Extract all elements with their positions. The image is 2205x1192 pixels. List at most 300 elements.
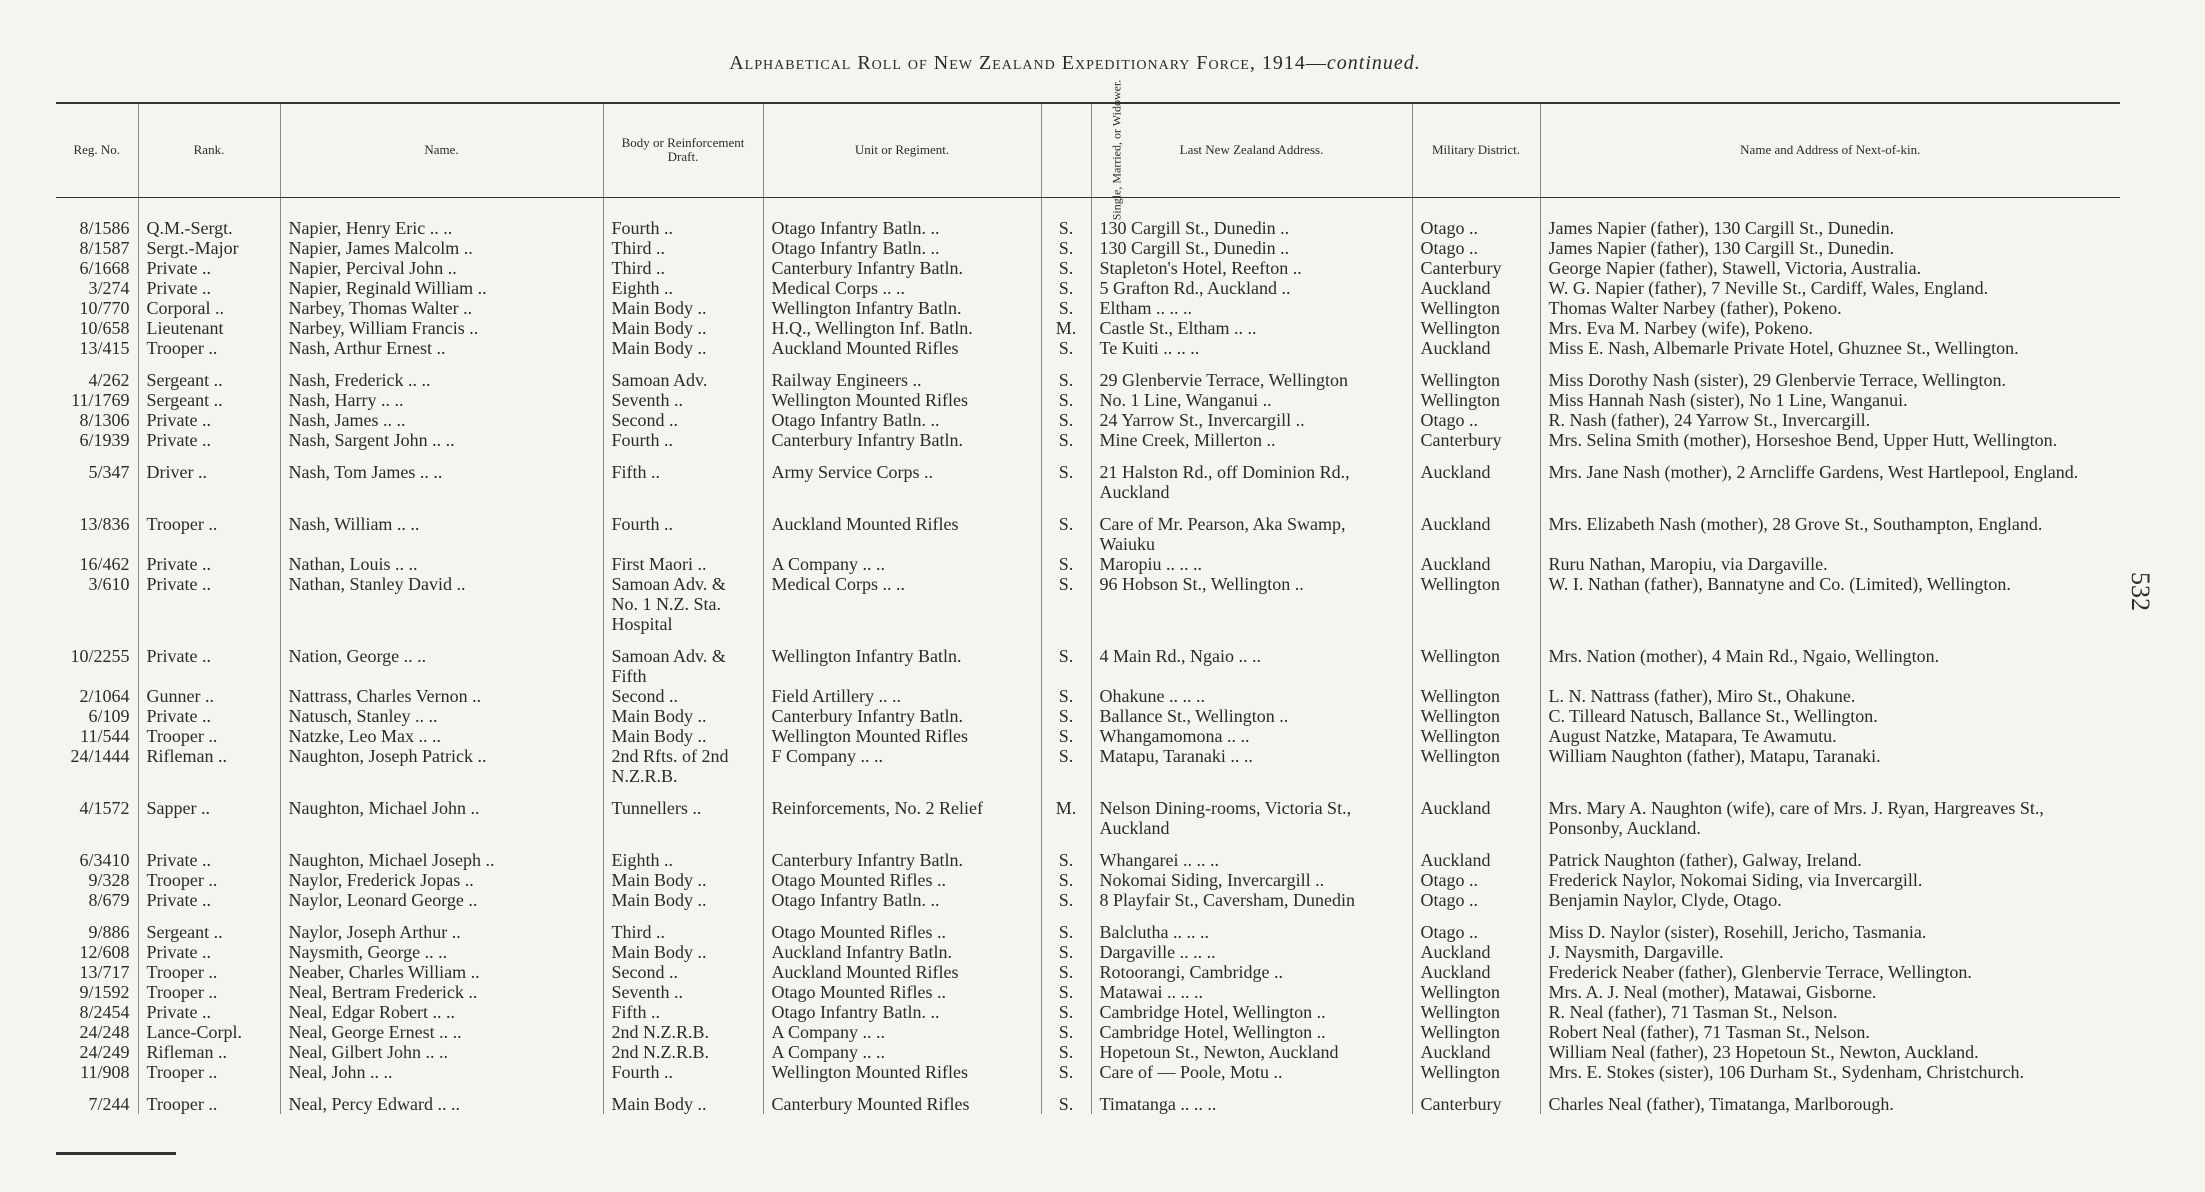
- district-cell: Wellington: [1412, 318, 1540, 338]
- rank-cell: Q.M.-Sergt.: [138, 197, 280, 238]
- page-title-continued: continued.: [1326, 52, 1421, 74]
- table-row: [56, 1042, 2120, 1062]
- address-cell: Eltham .. .. ..: [1091, 298, 1412, 318]
- address-cell: Matapu, Taranaki .. ..: [1091, 746, 1412, 786]
- address-cell: Hopetoun St., Newton, Auckland: [1091, 1042, 1412, 1062]
- name-cell: Napier, James Malcolm ..: [280, 238, 603, 258]
- address-cell: 5 Grafton Rd., Auckland ..: [1091, 278, 1412, 298]
- address-cell: 29 Glenbervie Terrace, Wellington: [1091, 358, 1412, 390]
- table-row: [56, 410, 2120, 430]
- table-row: [56, 870, 2120, 890]
- rank-cell: Private ..: [138, 942, 280, 962]
- kin-cell: Miss E. Nash, Albemarle Private Hotel, Ghuznee St., Wellington.: [1548, 337, 2019, 358]
- reg-no-cell: 24/249: [56, 1042, 138, 1062]
- rank-cell: Lance-Corpl.: [138, 1022, 280, 1042]
- body-cell: Third ..: [603, 910, 763, 942]
- rank-cell: Trooper ..: [138, 1082, 280, 1114]
- unit-cell: Medical Corps .. ..: [763, 574, 1041, 634]
- table-row: [56, 746, 2120, 786]
- unit-cell: Wellington Infantry Batln.: [763, 634, 1041, 686]
- name-cell: Naughton, Michael John ..: [280, 786, 603, 838]
- status-cell: S.: [1041, 890, 1091, 910]
- rank-cell: Sapper ..: [138, 786, 280, 838]
- address-cell: Whangarei .. .. ..: [1091, 838, 1412, 870]
- name-cell: Neal, Edgar Robert .. ..: [280, 1002, 603, 1022]
- roll-body: [56, 197, 2120, 1114]
- unit-cell: Railway Engineers ..: [763, 358, 1041, 390]
- address-cell: 4 Main Rd., Ngaio .. ..: [1091, 634, 1412, 686]
- body-cell: Main Body ..: [603, 942, 763, 962]
- body-cell: Eighth ..: [603, 838, 763, 870]
- table-row: [56, 430, 2120, 450]
- reg-no-cell: 7/244: [56, 1082, 138, 1114]
- status-cell: S.: [1041, 746, 1091, 786]
- address-cell: Whangamomona .. ..: [1091, 726, 1412, 746]
- district-cell: Auckland: [1412, 338, 1540, 358]
- body-cell: Second ..: [603, 962, 763, 982]
- status-cell: S.: [1041, 870, 1091, 890]
- rank-cell: Rifleman ..: [138, 1042, 280, 1062]
- kin-cell: August Natzke, Matapara, Te Awamutu.: [1548, 725, 1837, 746]
- district-cell: Wellington: [1412, 982, 1540, 1002]
- unit-cell: Otago Infantry Batln. ..: [763, 410, 1041, 430]
- rank-cell: Sergeant ..: [138, 358, 280, 390]
- body-cell: First Maori ..: [603, 554, 763, 574]
- table-row: [56, 1022, 2120, 1042]
- name-cell: Nathan, Louis .. ..: [280, 554, 603, 574]
- kin-cell: Thomas Walter Narbey (father), Pokeno.: [1548, 297, 1842, 318]
- unit-cell: H.Q., Wellington Inf. Batln.: [763, 318, 1041, 338]
- address-cell: Ballance St., Wellington ..: [1091, 706, 1412, 726]
- rank-cell: Trooper ..: [138, 338, 280, 358]
- district-cell: Auckland: [1412, 786, 1540, 838]
- name-cell: Naughton, Michael Joseph ..: [280, 838, 603, 870]
- address-cell: 96 Hobson St., Wellington ..: [1091, 574, 1412, 634]
- address-cell: Castle St., Eltham .. ..: [1091, 318, 1412, 338]
- name-cell: Napier, Percival John ..: [280, 258, 603, 278]
- address-cell: Te Kuiti .. .. ..: [1091, 338, 1412, 358]
- status-cell: S.: [1041, 1002, 1091, 1022]
- status-cell: S.: [1041, 838, 1091, 870]
- rank-cell: Trooper ..: [138, 962, 280, 982]
- address-cell: 8 Playfair St., Caversham, Dunedin: [1091, 890, 1412, 910]
- kin-cell: C. Tilleard Natusch, Ballance St., Wellington.: [1548, 705, 1878, 726]
- kin-cell: James Napier (father), 130 Cargill St., Dunedin.: [1548, 237, 1895, 258]
- table-row: [56, 838, 2120, 870]
- body-cell: Third ..: [603, 238, 763, 258]
- body-cell: 2nd N.Z.R.B.: [603, 1022, 763, 1042]
- status-cell: S.: [1041, 338, 1091, 358]
- status-cell: S.: [1041, 197, 1091, 238]
- unit-cell: Reinforcements, No. 2 Relief: [763, 786, 1041, 838]
- rank-cell: Sergeant ..: [138, 910, 280, 942]
- body-cell: Fourth ..: [603, 1062, 763, 1082]
- address-cell: Matawai .. .. ..: [1091, 982, 1412, 1002]
- address-cell: Cambridge Hotel, Wellington ..: [1091, 1002, 1412, 1022]
- unit-cell: A Company .. ..: [763, 554, 1041, 574]
- body-cell: Tunnellers ..: [603, 786, 763, 838]
- status-cell: S.: [1041, 450, 1091, 502]
- reg-no-cell: 24/248: [56, 1022, 138, 1042]
- reg-no-cell: 8/679: [56, 890, 138, 910]
- unit-cell: Otago Infantry Batln. ..: [763, 890, 1041, 910]
- kin-cell: R. Neal (father), 71 Tasman St., Nelson.: [1548, 1001, 1838, 1022]
- table-row: [56, 706, 2120, 726]
- reg-no-cell: 10/770: [56, 298, 138, 318]
- table-row: [56, 726, 2120, 746]
- unit-cell: Canterbury Infantry Batln.: [763, 838, 1041, 870]
- body-cell: Fourth ..: [603, 197, 763, 238]
- district-cell: Auckland: [1412, 942, 1540, 962]
- kin-cell: Mrs. Eva M. Narbey (wife), Pokeno.: [1548, 317, 1813, 338]
- status-cell: S.: [1041, 554, 1091, 574]
- address-cell: 130 Cargill St., Dunedin ..: [1091, 197, 1412, 238]
- district-cell: Auckland: [1412, 838, 1540, 870]
- kin-cell: Miss D. Naylor (sister), Rosehill, Jericho, Tasmania.: [1548, 921, 1927, 942]
- body-cell: Samoan Adv.: [603, 358, 763, 390]
- body-cell: Second ..: [603, 686, 763, 706]
- status-cell: S.: [1041, 1022, 1091, 1042]
- body-cell: Eighth ..: [603, 278, 763, 298]
- header-status: [1041, 79, 1123, 221]
- reg-no-cell: 9/328: [56, 870, 138, 890]
- reg-no-cell: 9/886: [56, 910, 138, 942]
- name-cell: Nash, William .. ..: [280, 502, 603, 554]
- name-cell: Naylor, Leonard George ..: [280, 890, 603, 910]
- kin-cell: Ruru Nathan, Maropiu, via Dargaville.: [1548, 553, 1828, 574]
- body-cell: Second ..: [603, 410, 763, 430]
- body-cell: Main Body ..: [603, 726, 763, 746]
- reg-no-cell: 6/1668: [56, 258, 138, 278]
- name-cell: Nash, Sargent John .. ..: [280, 430, 603, 450]
- unit-cell: Medical Corps .. ..: [763, 278, 1041, 298]
- address-cell: Maropiu .. .. ..: [1091, 554, 1412, 574]
- name-cell: Nation, George .. ..: [280, 634, 603, 686]
- body-cell: Third ..: [603, 258, 763, 278]
- kin-cell: Charles Neal (father), Timatanga, Marlborough.: [1548, 1093, 1894, 1114]
- kin-cell: Miss Hannah Nash (sister), No 1 Line, Wanganui.: [1548, 389, 1908, 410]
- status-cell: M.: [1041, 318, 1091, 338]
- page-title-text: Alphabetical Roll of New Zealand Expeditionary Force, 1914—: [729, 52, 1327, 74]
- table-row: [56, 910, 2120, 942]
- status-cell: S.: [1041, 910, 1091, 942]
- status-cell: S.: [1041, 634, 1091, 686]
- kin-cell: Patrick Naughton (father), Galway, Ireland.: [1548, 849, 1862, 870]
- reg-no-cell: 2/1064: [56, 686, 138, 706]
- status-cell: S.: [1041, 726, 1091, 746]
- body-cell: Main Body ..: [603, 870, 763, 890]
- district-cell: Wellington: [1412, 726, 1540, 746]
- body-cell: Main Body ..: [603, 1082, 763, 1114]
- reg-no-cell: 24/1444: [56, 746, 138, 786]
- header-address: Last New Zealand Address.: [1091, 103, 1412, 197]
- kin-cell: Benjamin Naylor, Clyde, Otago.: [1548, 889, 1782, 910]
- reg-no-cell: 13/415: [56, 338, 138, 358]
- reg-no-cell: 16/462: [56, 554, 138, 574]
- district-cell: Auckland: [1412, 962, 1540, 982]
- name-cell: Nash, Arthur Ernest ..: [280, 338, 603, 358]
- name-cell: Neal, Percy Edward .. ..: [280, 1082, 603, 1114]
- kin-cell: Mrs. Elizabeth Nash (mother), 28 Grove St., Southampton, England.: [1548, 513, 2043, 534]
- address-cell: Care of Mr. Pearson, Aka Swamp, Waiuku: [1091, 502, 1412, 554]
- district-cell: Wellington: [1412, 390, 1540, 410]
- status-cell: S.: [1041, 502, 1091, 554]
- status-cell: S.: [1041, 982, 1091, 1002]
- rank-cell: Driver ..: [138, 450, 280, 502]
- table-row: [56, 258, 2120, 278]
- name-cell: Naylor, Joseph Arthur ..: [280, 910, 603, 942]
- district-cell: Otago ..: [1412, 890, 1540, 910]
- district-cell: Canterbury: [1412, 430, 1540, 450]
- name-cell: Napier, Henry Eric .. ..: [280, 197, 603, 238]
- rank-cell: Private ..: [138, 838, 280, 870]
- table-row: [56, 238, 2120, 258]
- status-cell: S.: [1041, 1082, 1091, 1114]
- kin-cell: Mrs. Jane Nash (mother), 2 Arncliffe Gardens, West Hartlepool, England.: [1548, 461, 2079, 482]
- rank-cell: Corporal ..: [138, 298, 280, 318]
- reg-no-cell: 6/109: [56, 706, 138, 726]
- table-row: [56, 962, 2120, 982]
- header-body: Body or Reinforcement Draft.: [603, 103, 763, 197]
- table-row: [56, 197, 2120, 238]
- status-cell: S.: [1041, 298, 1091, 318]
- district-cell: Auckland: [1412, 1042, 1540, 1062]
- name-cell: Neaber, Charles William ..: [280, 962, 603, 982]
- address-cell: Balclutha .. .. ..: [1091, 910, 1412, 942]
- district-cell: Wellington: [1412, 706, 1540, 726]
- body-cell: Main Body ..: [603, 706, 763, 726]
- reg-no-cell: 9/1592: [56, 982, 138, 1002]
- unit-cell: Army Service Corps ..: [763, 450, 1041, 502]
- rank-cell: Private ..: [138, 1002, 280, 1022]
- name-cell: Natzke, Leo Max .. ..: [280, 726, 603, 746]
- unit-cell: Otago Mounted Rifles ..: [763, 910, 1041, 942]
- name-cell: Neal, George Ernest .. ..: [280, 1022, 603, 1042]
- district-cell: Wellington: [1412, 574, 1540, 634]
- name-cell: Naysmith, George .. ..: [280, 942, 603, 962]
- status-cell: S.: [1041, 430, 1091, 450]
- header-district: Military District.: [1412, 103, 1540, 197]
- reg-no-cell: 10/2255: [56, 634, 138, 686]
- unit-cell: Wellington Mounted Rifles: [763, 1062, 1041, 1082]
- body-cell: Fifth ..: [603, 1002, 763, 1022]
- reg-no-cell: 11/544: [56, 726, 138, 746]
- page-number: 532: [2126, 572, 2155, 611]
- rank-cell: Rifleman ..: [138, 746, 280, 786]
- address-cell: 130 Cargill St., Dunedin ..: [1091, 238, 1412, 258]
- table-row: [56, 554, 2120, 574]
- address-cell: Nokomai Siding, Invercargill ..: [1091, 870, 1412, 890]
- status-cell: S.: [1041, 686, 1091, 706]
- unit-cell: Auckland Mounted Rifles: [763, 338, 1041, 358]
- name-cell: Nathan, Stanley David ..: [280, 574, 603, 634]
- rank-cell: Private ..: [138, 278, 280, 298]
- reg-no-cell: 4/262: [56, 358, 138, 390]
- district-cell: Auckland: [1412, 450, 1540, 502]
- name-cell: Narbey, Thomas Walter ..: [280, 298, 603, 318]
- district-cell: Auckland: [1412, 278, 1540, 298]
- kin-cell: George Napier (father), Stawell, Victoria, Australia.: [1548, 257, 1922, 278]
- reg-no-cell: 11/1769: [56, 390, 138, 410]
- rank-cell: Trooper ..: [138, 870, 280, 890]
- address-cell: Dargaville .. .. ..: [1091, 942, 1412, 962]
- kin-cell: L. N. Nattrass (father), Miro St., Ohakune.: [1548, 685, 1856, 706]
- status-cell: S.: [1041, 706, 1091, 726]
- district-cell: Otago ..: [1412, 910, 1540, 942]
- table-row: [56, 574, 2120, 634]
- kin-cell: William Neal (father), 23 Hopetoun St., Newton, Auckland.: [1548, 1041, 1979, 1062]
- status-cell: S.: [1041, 238, 1091, 258]
- district-cell: Wellington: [1412, 358, 1540, 390]
- rank-cell: Lieutenant: [138, 318, 280, 338]
- address-cell: Mine Creek, Millerton ..: [1091, 430, 1412, 450]
- rank-cell: Private ..: [138, 554, 280, 574]
- address-cell: 24 Yarrow St., Invercargill ..: [1091, 410, 1412, 430]
- rank-cell: Sergt.-Major: [138, 238, 280, 258]
- table-row: [56, 298, 2120, 318]
- reg-no-cell: 8/2454: [56, 1002, 138, 1022]
- name-cell: Nash, Tom James .. ..: [280, 450, 603, 502]
- rank-cell: Private ..: [138, 258, 280, 278]
- rank-cell: Private ..: [138, 430, 280, 450]
- kin-cell: Frederick Naylor, Nokomai Siding, via Invercargill.: [1548, 869, 1923, 890]
- body-cell: Main Body ..: [603, 890, 763, 910]
- reg-no-cell: 6/3410: [56, 838, 138, 870]
- kin-cell: James Napier (father), 130 Cargill St., Dunedin.: [1548, 217, 1895, 238]
- header-rank: Rank.: [138, 103, 280, 197]
- status-cell: S.: [1041, 1062, 1091, 1082]
- table-row: [56, 982, 2120, 1002]
- reg-no-cell: 13/836: [56, 502, 138, 554]
- table-row: [56, 1062, 2120, 1082]
- name-cell: Nash, Harry .. ..: [280, 390, 603, 410]
- table-row: [56, 1082, 2120, 1114]
- table-row: [56, 786, 2120, 838]
- status-cell: S.: [1041, 962, 1091, 982]
- unit-cell: Wellington Mounted Rifles: [763, 726, 1041, 746]
- rank-cell: Private ..: [138, 890, 280, 910]
- table-row: [56, 686, 2120, 706]
- status-cell: S.: [1041, 1042, 1091, 1062]
- kin-cell: W. G. Napier (father), 7 Neville St., Cardiff, Wales, England.: [1548, 277, 1989, 298]
- district-cell: Wellington: [1412, 1002, 1540, 1022]
- district-cell: Wellington: [1412, 1062, 1540, 1082]
- table-row: [56, 278, 2120, 298]
- reg-no-cell: 12/608: [56, 942, 138, 962]
- unit-cell: Canterbury Infantry Batln.: [763, 258, 1041, 278]
- reg-no-cell: 3/274: [56, 278, 138, 298]
- rank-cell: Private ..: [138, 706, 280, 726]
- kin-cell: Frederick Neaber (father), Glenbervie Terrace, Wellington.: [1548, 961, 1972, 982]
- body-cell: Main Body ..: [603, 298, 763, 318]
- unit-cell: Wellington Mounted Rifles: [763, 390, 1041, 410]
- footer-rule: [56, 1152, 176, 1155]
- unit-cell: Wellington Infantry Batln.: [763, 298, 1041, 318]
- kin-cell: Mrs. Selina Smith (mother), Horseshoe Bend, Upper Hutt, Wellington.: [1548, 429, 2058, 450]
- district-cell: Otago ..: [1412, 197, 1540, 238]
- district-cell: Canterbury: [1412, 1082, 1540, 1114]
- name-cell: Neal, Gilbert John .. ..: [280, 1042, 603, 1062]
- body-cell: Samoan Adv. & No. 1 N.Z. Sta. Hospital: [603, 574, 763, 634]
- body-cell: Fifth ..: [603, 450, 763, 502]
- header-name: Name.: [280, 103, 603, 197]
- kin-cell: W. I. Nathan (father), Bannatyne and Co. (Limited), Wellington.: [1548, 573, 2011, 594]
- table-row: [56, 390, 2120, 410]
- body-cell: 2nd N.Z.R.B.: [603, 1042, 763, 1062]
- address-cell: Cambridge Hotel, Wellington ..: [1091, 1022, 1412, 1042]
- status-cell: S.: [1041, 942, 1091, 962]
- rank-cell: Sergeant ..: [138, 390, 280, 410]
- status-cell: S.: [1041, 258, 1091, 278]
- table-row: [56, 502, 2120, 554]
- body-cell: Main Body ..: [603, 318, 763, 338]
- kin-cell: J. Naysmith, Dargaville.: [1548, 941, 1724, 962]
- status-cell: S.: [1041, 390, 1091, 410]
- unit-cell: Auckland Infantry Batln.: [763, 942, 1041, 962]
- rank-cell: Gunner ..: [138, 686, 280, 706]
- body-cell: Seventh ..: [603, 390, 763, 410]
- reg-no-cell: 8/1587: [56, 238, 138, 258]
- rank-cell: Trooper ..: [138, 726, 280, 746]
- body-cell: Main Body ..: [603, 338, 763, 358]
- address-cell: Timatanga .. .. ..: [1091, 1082, 1412, 1114]
- header-kin: Name and Address of Next-of-kin.: [1540, 103, 2120, 197]
- unit-cell: Otago Infantry Batln. ..: [763, 1002, 1041, 1022]
- unit-cell: A Company .. ..: [763, 1042, 1041, 1062]
- name-cell: Nash, Frederick .. ..: [280, 358, 603, 390]
- header-unit: Unit or Regiment.: [763, 103, 1041, 197]
- name-cell: Naylor, Frederick Jopas ..: [280, 870, 603, 890]
- unit-cell: Auckland Mounted Rifles: [763, 502, 1041, 554]
- district-cell: Auckland: [1412, 554, 1540, 574]
- unit-cell: Canterbury Infantry Batln.: [763, 430, 1041, 450]
- body-cell: Seventh ..: [603, 982, 763, 1002]
- district-cell: Wellington: [1412, 298, 1540, 318]
- name-cell: Neal, John .. ..: [280, 1062, 603, 1082]
- table-row: [56, 450, 2120, 502]
- name-cell: Naughton, Joseph Patrick ..: [280, 746, 603, 786]
- roll-table: [56, 79, 2120, 1114]
- status-cell: S.: [1041, 278, 1091, 298]
- unit-cell: A Company .. ..: [763, 1022, 1041, 1042]
- body-cell: Fourth ..: [603, 430, 763, 450]
- district-cell: Otago ..: [1412, 238, 1540, 258]
- unit-cell: Auckland Mounted Rifles: [763, 962, 1041, 982]
- name-cell: Natusch, Stanley .. ..: [280, 706, 603, 726]
- page-title: [0, 52, 2150, 75]
- name-cell: Neal, Bertram Frederick ..: [280, 982, 603, 1002]
- reg-no-cell: 13/717: [56, 962, 138, 982]
- rank-cell: Trooper ..: [138, 502, 280, 554]
- rank-cell: Private ..: [138, 634, 280, 686]
- kin-cell: R. Nash (father), 24 Yarrow St., Invercargill.: [1548, 409, 1871, 430]
- table-row: [56, 358, 2120, 390]
- reg-no-cell: 8/1306: [56, 410, 138, 430]
- body-cell: Fourth ..: [603, 502, 763, 554]
- header-reg-no: Reg. No.: [56, 103, 138, 197]
- table-row: [56, 634, 2120, 686]
- reg-no-cell: 3/610: [56, 574, 138, 634]
- status-cell: S.: [1041, 574, 1091, 634]
- kin-cell: Mrs. E. Stokes (sister), 106 Durham St., Sydenham, Christchurch.: [1548, 1061, 2024, 1082]
- table-row: [56, 318, 2120, 338]
- status-cell: S.: [1041, 358, 1091, 390]
- unit-cell: Canterbury Mounted Rifles: [763, 1082, 1041, 1114]
- address-cell: Ohakune .. .. ..: [1091, 686, 1412, 706]
- unit-cell: Canterbury Infantry Batln.: [763, 706, 1041, 726]
- name-cell: Napier, Reginald William ..: [280, 278, 603, 298]
- body-cell: 2nd Rfts. of 2nd N.Z.R.B.: [603, 746, 763, 786]
